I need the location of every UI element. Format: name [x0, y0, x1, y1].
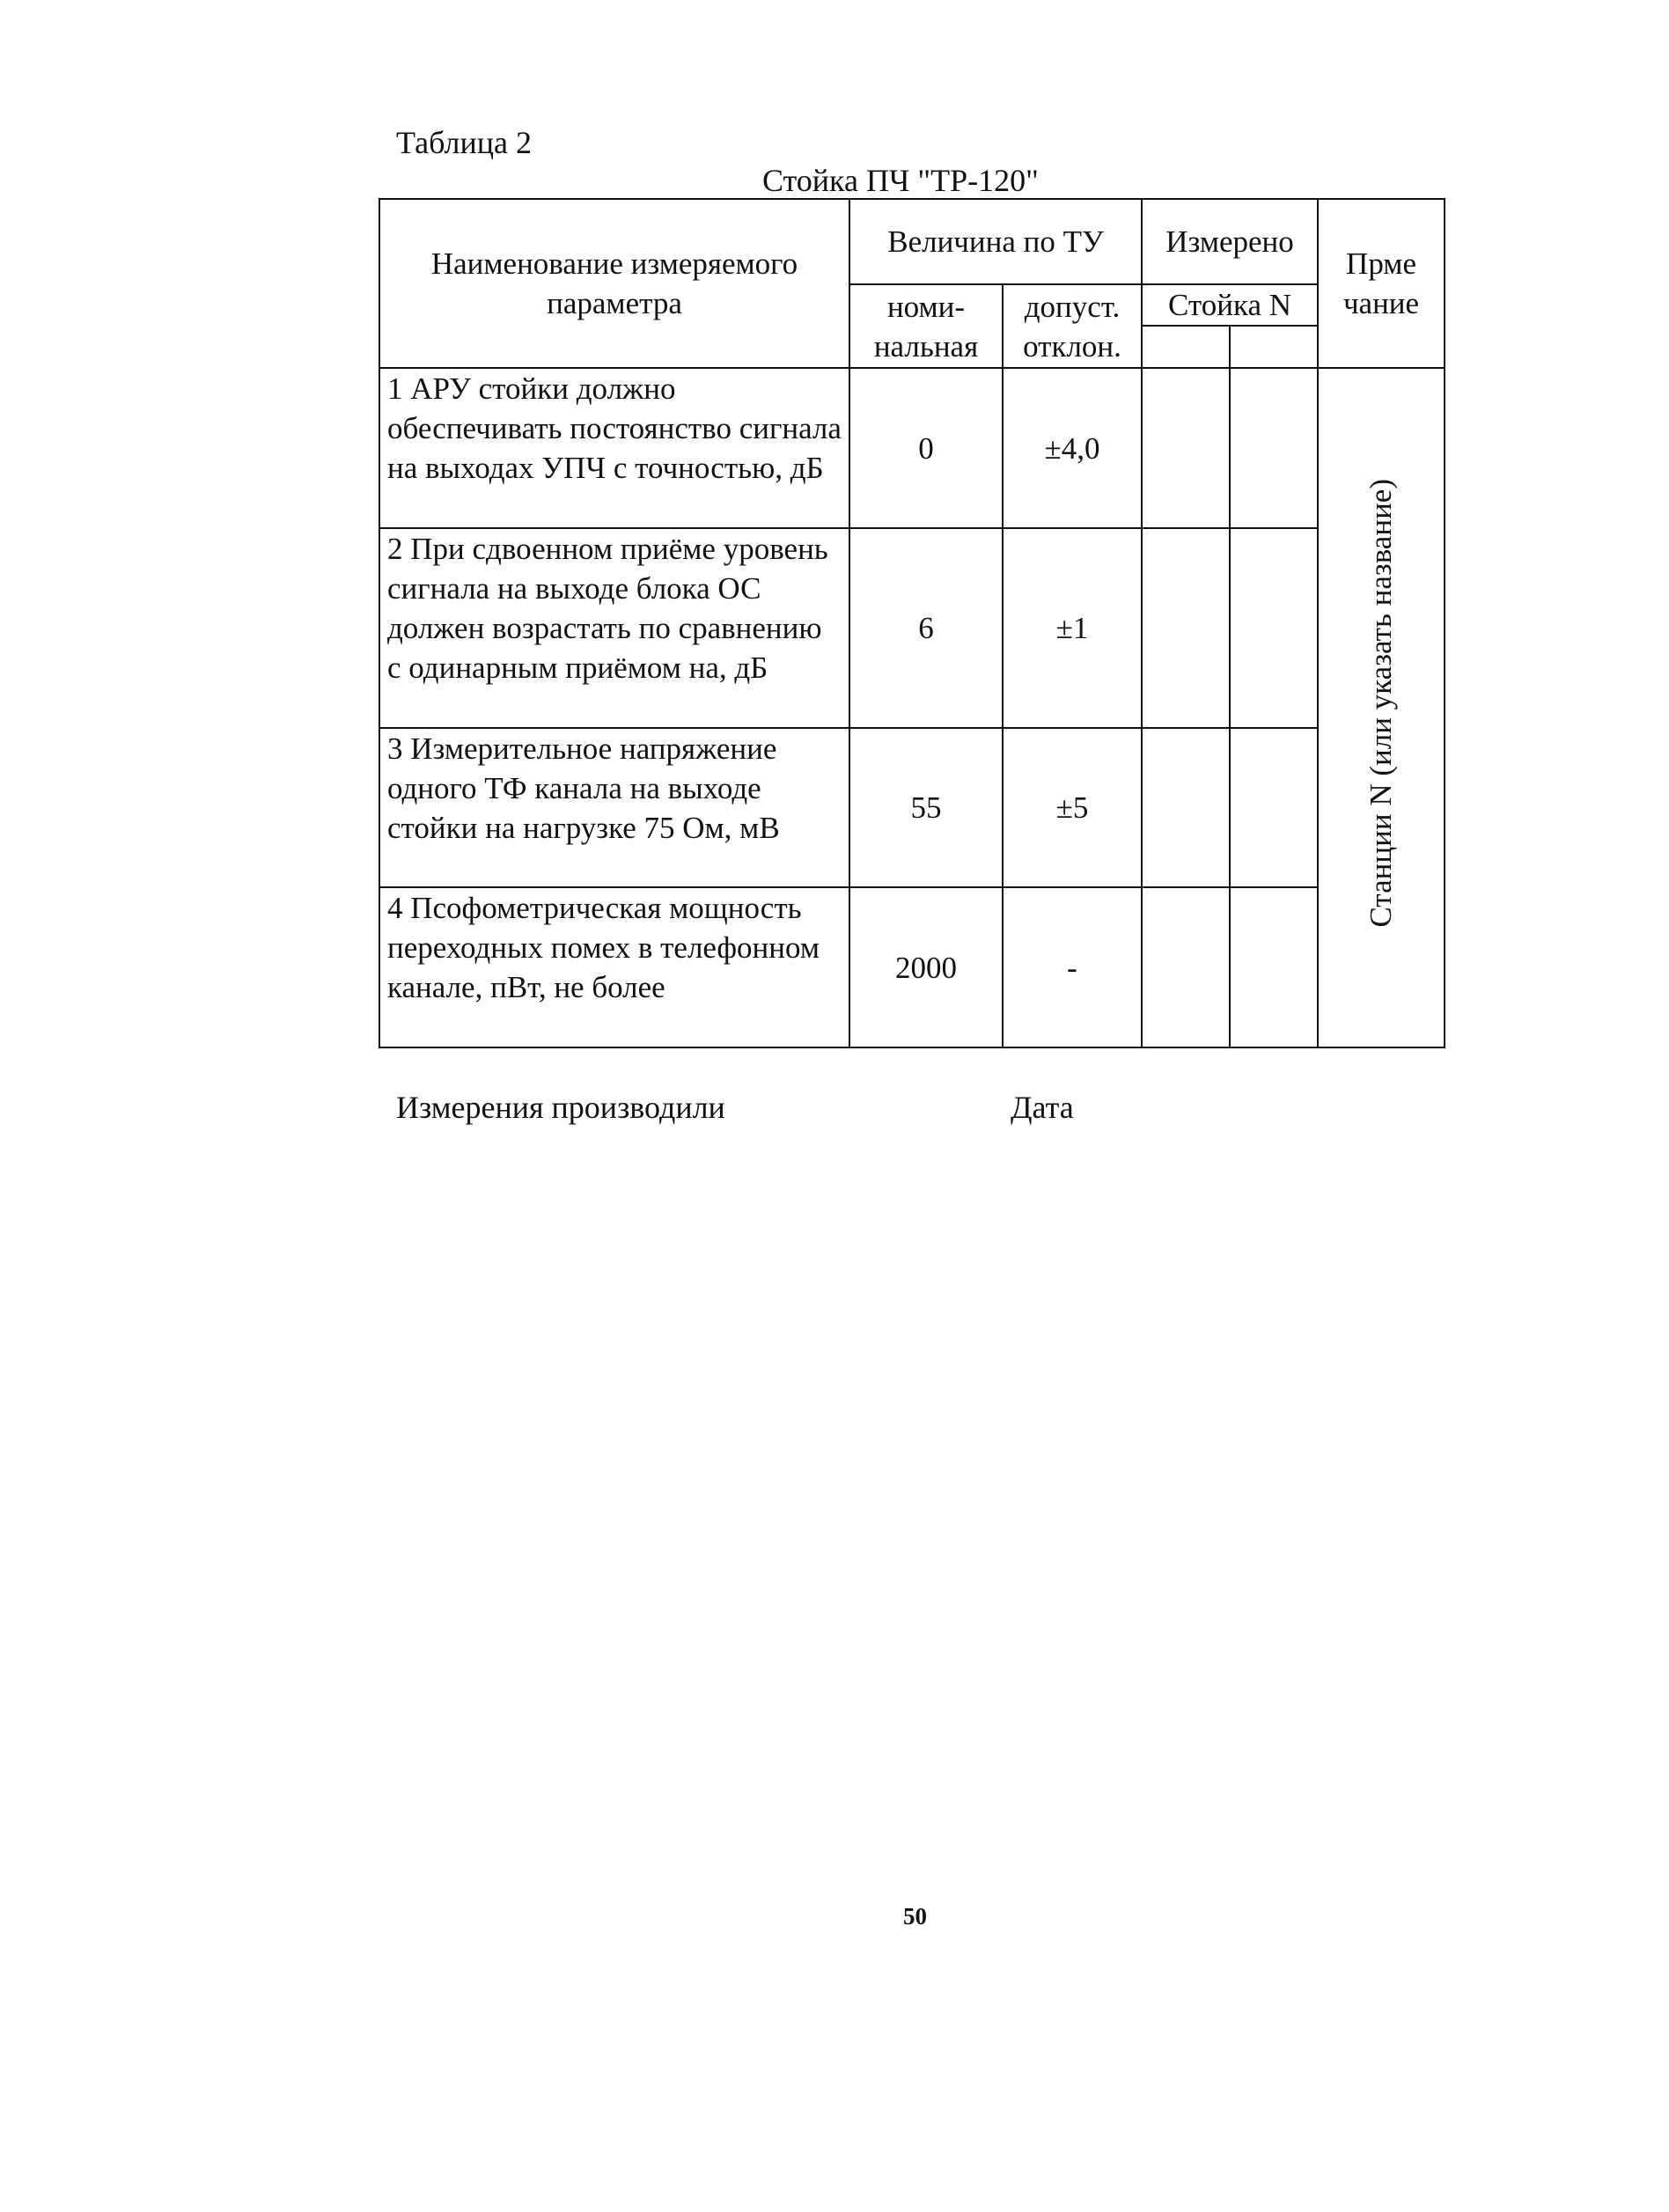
date-label: Дата [1011, 1090, 1074, 1125]
note-vertical-text: Станции N (или указать название) [1364, 478, 1399, 928]
row-4-tolerance: - [1003, 887, 1142, 1047]
row-1-nominal: 0 [849, 368, 1003, 528]
row-2-parameter: 2 При сдвоенном приёме уровень сигнала на выходе блока ОС должен возрастать по сравнению с одинарным приёмом на, дБ [379, 528, 849, 728]
table-title: Стойка ПЧ "ТР-120" [762, 163, 1039, 198]
table-row [379, 728, 1445, 887]
table-row [379, 368, 1445, 528]
row-3-measured-2 [1230, 728, 1318, 887]
row-2-tolerance: ±1 [1003, 528, 1142, 728]
table-row [379, 528, 1445, 728]
row-4-parameter: 4 Псофометрическая мощность переходных помех в телефонном канале, пВт, не более [379, 887, 849, 1047]
row-1-measured-1 [1142, 368, 1230, 528]
header-spec-value: Величина по ТУ [849, 199, 1142, 284]
signature-label: Измерения производили [396, 1090, 725, 1125]
header-row-1 [379, 199, 1445, 284]
table-label: Таблица 2 [396, 125, 532, 160]
header-nominal: номи-нальная [849, 284, 1003, 368]
header-note: Прме чание [1318, 199, 1445, 368]
row-4-measured-1 [1142, 887, 1230, 1047]
row-1-measured-2 [1230, 368, 1318, 528]
header-rack-subcell-1 [1142, 326, 1230, 368]
row-2-nominal: 6 [849, 528, 1003, 728]
row-1-tolerance: ±4,0 [1003, 368, 1142, 528]
page-number: 50 [903, 1903, 927, 1929]
row-3-measured-1 [1142, 728, 1230, 887]
row-2-measured-2 [1230, 528, 1318, 728]
table-row [379, 887, 1445, 1047]
row-2-measured-1 [1142, 528, 1230, 728]
header-parameter: Наименование измеряемого параметра [379, 199, 849, 368]
header-rack: Стойка N [1142, 284, 1318, 326]
row-3-parameter: 3 Измерительное напряжение одного ТФ канала на выходе стойки на нагрузке 75 Ом, мВ [379, 728, 849, 887]
row-4-measured-2 [1230, 887, 1318, 1047]
note-cell [1318, 368, 1445, 1047]
header-tolerance: допуст. отклон. [1003, 284, 1142, 368]
header-measured: Измерено [1142, 199, 1318, 284]
row-1-parameter: 1 АРУ стойки должно обеспечивать постоянство сигнала на выходах УПЧ с точностью, дБ [379, 368, 849, 528]
row-3-nominal: 55 [849, 728, 1003, 887]
row-3-tolerance: ±5 [1003, 728, 1142, 887]
row-4-nominal: 2000 [849, 887, 1003, 1047]
measurement-table [379, 198, 1445, 1048]
header-rack-subcell-2 [1230, 326, 1318, 368]
